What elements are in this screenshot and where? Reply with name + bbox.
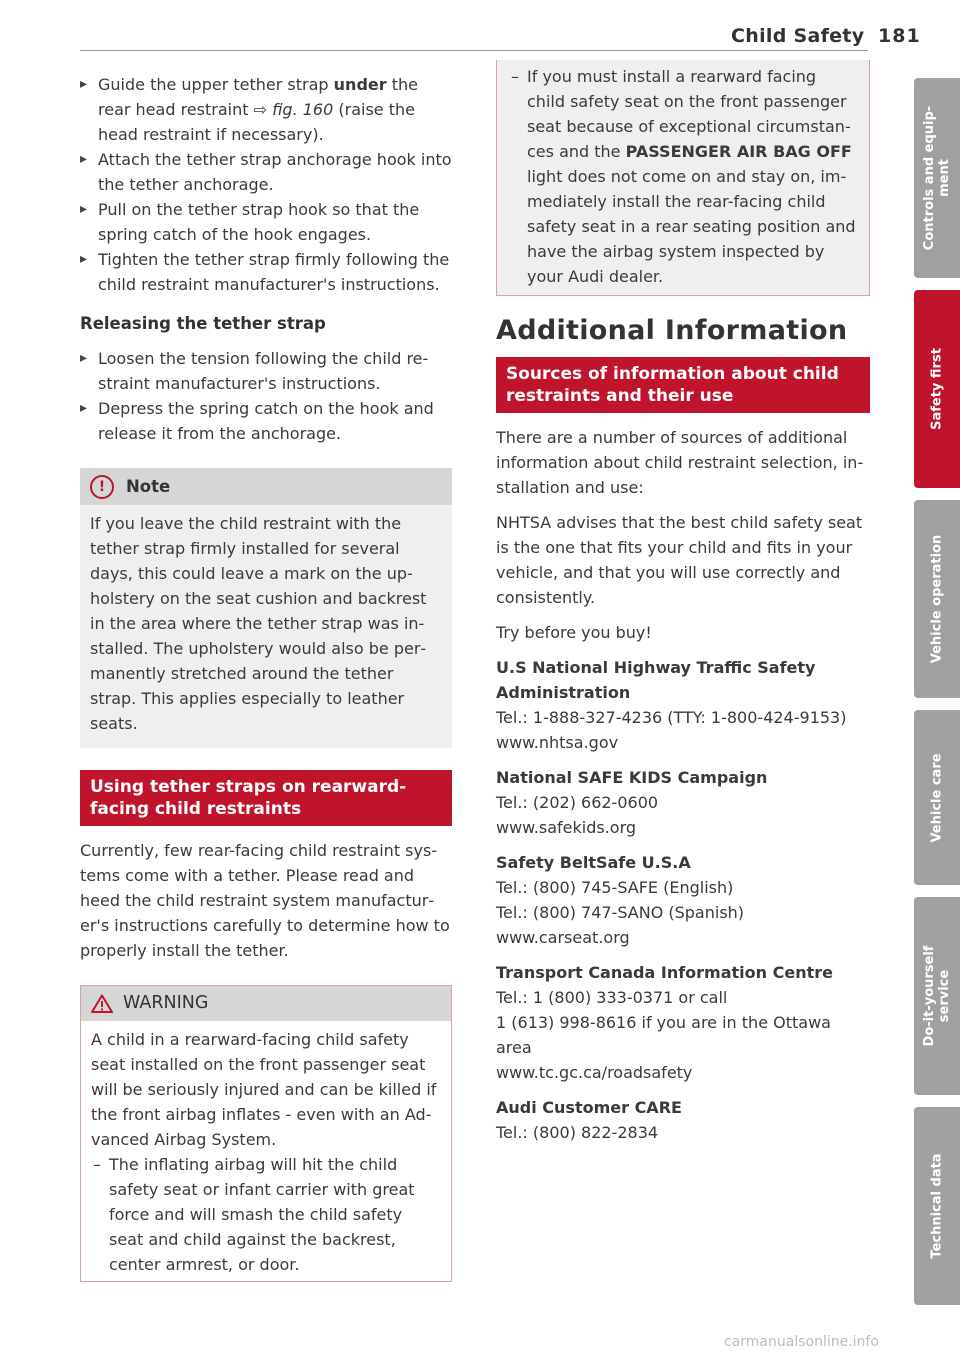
warning-continued-item: – If you must install a rearward facing child safety seat on the front passenger seat because of exceptional circumstances and the PASSENGER AIR BAG OFF light does not come on and stay on, immediately install the rear-facing child safety seat in a rear seating position and have the airbag system inspected by your Audi dealer. (509, 64, 857, 289)
left-column (80, 72, 452, 1282)
intro-paragraph: There are a number of sources of additional information about child restraint selection, installation and use: (496, 428, 864, 497)
side-tab-label: Do-it-yourself service (922, 945, 952, 1047)
header-rule (80, 50, 868, 51)
contact-line: 1 (613) 998-8616 if you are in the Ottawa area (496, 1013, 831, 1057)
right-column (496, 67, 870, 1145)
warning-body (81, 1021, 451, 1281)
side-tab-technical-data[interactable] (914, 1107, 960, 1305)
contact-name: Safety BeltSafe U.S.A (496, 853, 691, 872)
warning-header (81, 986, 451, 1021)
contact-line: Tel.: 1-888-327-4236 (TTY: 1-800-424-9153) (496, 708, 847, 727)
sources-section-heading: Sources of information about child restraints and their use (496, 357, 870, 413)
side-tab-controls-and-equipment[interactable] (914, 78, 960, 278)
step-depress-catch: ▸ Depress the spring catch on the hook and release it from the anchorage. (80, 396, 452, 446)
contact-line: Tel.: (202) 662-0600 (496, 793, 659, 812)
releasing-heading: Releasing the tether strap (80, 314, 326, 333)
contact-block (496, 655, 870, 755)
rearward-paragraph: Currently, few rear-facing child restraint systems come with a tether. Please read and heed the child restraint system manufacturer's instructions carefully to determine how to properly install the tether. (80, 841, 450, 960)
contact-line: Tel.: (800) 822-2834 (496, 1123, 659, 1142)
contact-url: www.nhtsa.gov (496, 733, 619, 752)
side-tab-label: Controls and equip- ment (922, 105, 952, 251)
contact-block (496, 960, 870, 1085)
side-tab-label: Vehicle care (929, 752, 945, 843)
step-tighten-strap: ▸ Tighten the tether strap firmly following the child restraint manufacturer's instructions. (80, 247, 452, 297)
warning-triangle-icon (91, 994, 113, 1013)
contact-line: Tel.: (800) 745-SAFE (English) (496, 878, 734, 897)
contact-url: www.carseat.org (496, 928, 630, 947)
side-tab-vehicle-operation[interactable] (914, 500, 960, 698)
step-loosen-tension: ▸ Loosen the tension following the child restraint manufacturer's instructions. (80, 346, 452, 396)
contact-block (496, 850, 870, 950)
contact-block (496, 765, 870, 840)
try-paragraph: Try before you buy! (496, 623, 652, 642)
step-attach-hook: ▸ Attach the tether strap anchorage hook into the tether anchorage. (80, 147, 452, 197)
main-heading: Additional Information (496, 315, 848, 346)
contact-name: U.S National Highway Traffic Safety Administration (496, 658, 816, 702)
contact-block (496, 1095, 870, 1145)
page-number: 181 (878, 25, 921, 47)
exclamation-circle-icon: ! (90, 475, 114, 499)
contact-name: National SAFE KIDS Campaign (496, 768, 768, 787)
rearward-section-heading: Using tether straps on rearward-facing child restraints (80, 770, 452, 826)
contact-line: Tel.: (800) 747-SANO (Spanish) (496, 903, 745, 922)
note-body: If you leave the child restraint with the tether strap firmly installed for several days, this could leave a mark on the upholstery on the seat cushion and backrest in the area where the tether strap was installed. The upholstery would also be permanently stretched around the tether strap. This applies especially to leather seats. (90, 514, 427, 733)
warning-title: WARNING (123, 993, 209, 1013)
side-tab-label: Technical data (929, 1153, 945, 1259)
contact-name: Audi Customer CARE (496, 1098, 682, 1117)
step-pull-hook: ▸ Pull on the tether strap hook so that the spring catch of the hook engages. (80, 197, 452, 247)
step-guide-tether: ▸ Guide the upper tether strap under the rear head restraint ⇨ fig. 160 (raise the head restraint if necessary). (80, 72, 452, 147)
contact-url: www.safekids.org (496, 818, 637, 837)
contact-name: Transport Canada Information Centre (496, 963, 833, 982)
watermark: carmanualsonline.info (724, 1334, 879, 1350)
side-tab-do-it-yourself-service[interactable] (914, 897, 960, 1095)
figure-reference[interactable]: fig. 160 (272, 100, 334, 119)
side-tab-label: Safety first (929, 348, 945, 430)
warning-paragraph: A child in a rearward-facing child safety seat installed on the front passenger seat will be seriously injured and can be killed if the front airbag inflates - even with an Advanced Airbag System. (91, 1030, 437, 1149)
contact-url: www.tc.gc.ca/roadsafety (496, 1063, 693, 1082)
note-header (80, 468, 452, 505)
warning-list-item: – The inflating airbag will hit the child safety seat or infant carrier with great force and will smash the child safety seat and child against the backrest, center armrest, or door. (91, 1152, 441, 1277)
contact-line: Tel.: 1 (800) 333-0371 or call (496, 988, 728, 1007)
side-tab-vehicle-care[interactable] (914, 710, 960, 885)
note-title: Note (126, 477, 171, 496)
nhtsa-paragraph: NHTSA advises that the best child safety seat is the one that fits your child and fits in your vehicle, and that you will use correctly and consistently. (496, 513, 863, 607)
note-box (80, 468, 452, 748)
side-tab-label: Vehicle operation (929, 534, 945, 664)
warning-continued-box (496, 60, 870, 296)
side-tab-safety-first[interactable] (914, 290, 960, 488)
warning-box (80, 985, 452, 1282)
running-header-title: Child Safety (731, 25, 865, 47)
